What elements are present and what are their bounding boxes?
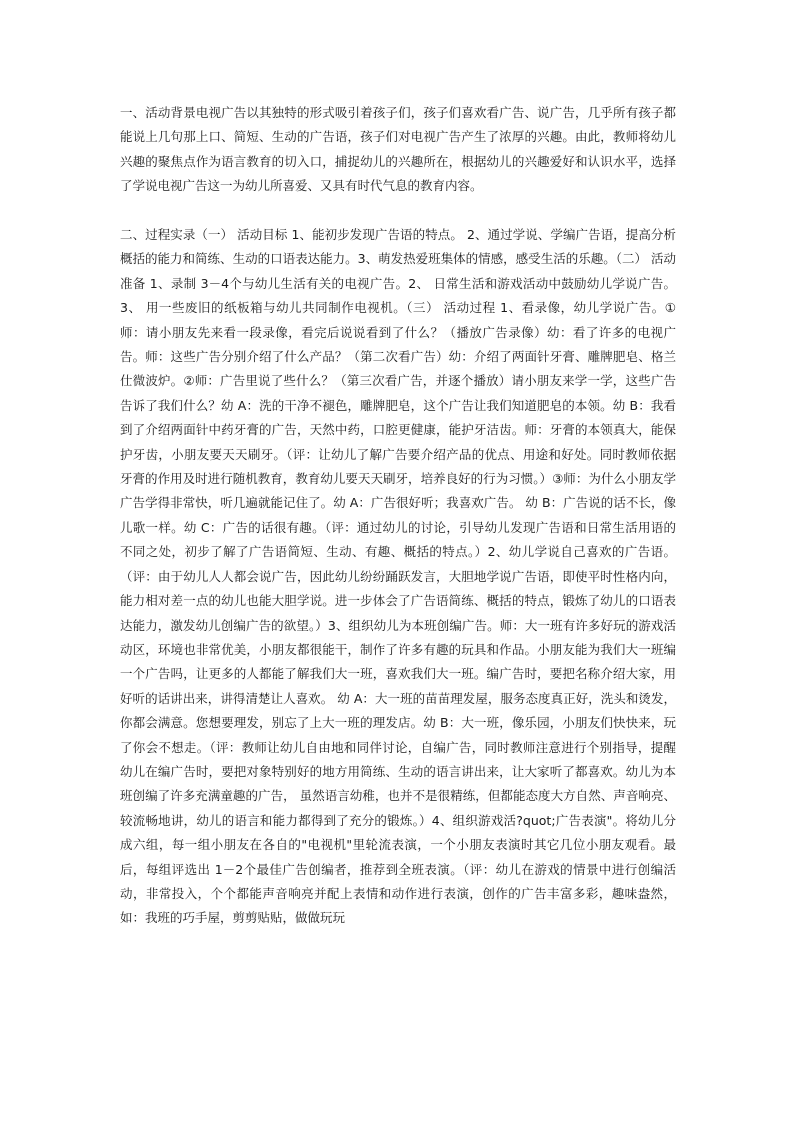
paragraph-gap bbox=[120, 199, 676, 223]
document-body bbox=[120, 101, 676, 931]
paragraph-process-record: 二、过程实录（一） 活动目标 1、能初步发现广告语的特点。 2、通过学说、学编广告语，提高分析概括的能力和简练、生动的口语表达能力。3、萌发热爱班集体的情感，感受生活的乐趣。（二） 活动准备 1、录制 3－4个与幼儿生活有关的电视广告。2、 日常生活和游戏活动中鼓励幼儿学说广告。3、 用一些废旧的纸板箱与幼儿共同制作电视机。（三） 活动过程 1、看录像，幼儿学说广告。①师：请小朋友先来看一段录像，看完后说说看到了什么？（播放广告录像）幼：看了许多的电视广告。师：这些广告分别介绍了什么产品？（第二次看广告）幼：介绍了两面针牙膏、雕牌肥皂、格兰仕微波炉。②师：广告里说了些什么？（第三次看广告，并逐个播放）请小朋友来学一学，这些广告告诉了我们什么？幼 A：洗的干净不褪色，雕牌肥皂，这个广告让我们知道肥皂的本领。幼 B：我看到了介绍两面针中药牙膏的广告，天然中药，口腔更健康，能护牙洁齿。师：牙膏的本领真大，能保护牙齿，小朋友要天天刷牙。（评：让幼儿了解广告要介绍产品的优点、用途和好处。同时教师依据牙膏的作用及时进行随机教育，教育幼儿要天天刷牙，培养良好的行为习惯。）③师：为什么小朋友学广告学得非常快，听几遍就能记住了。幼 A：广告很好听；我喜欢广告。 幼 B：广告说的话不长，像儿歌一样。幼 C：广告的话很有趣。（评：通过幼儿的讨论，引导幼儿发现广告语和日常生活用语的不同之处，初步了解了广告语简短、生动、有趣、概括的特点。）2、幼儿学说自己喜欢的广告语。（评：由于幼儿人人都会说广告，因此幼儿纷纷踊跃发言，大胆地学说广告语，即使平时性格内向，能力相对差一点的幼儿也能大胆学说。进一步体会了广告语简练、概括的特点，锻炼了幼儿的口语表达能力，激发幼儿创编广告的欲望。）3、组织幼儿为本班创编广告。师：大一班有许多好玩的游戏活动区，环境也非常优美，小朋友都很能干，制作了许多有趣的玩具和作品。小朋友能为我们大一班编一个广告吗，让更多的人都能了解我们大一班，喜欢我们大一班。编广告时，要把名称介绍大家，用好听的话讲出来，讲得清楚让人喜欢。 幼 A：大一班的苗苗理发屋，服务态度真正好，洗头和烫发，你都会满意。您想要理发，别忘了上大一班的理发店。幼 B：大一班，像乐园，小朋友们快快来，玩了你会不想走。（评：教师让幼儿自由地和同伴讨论，自编广告，同时教师注意进行个别指导，提醒幼儿在编广告时，要把对象特别好的地方用简练、生动的语言讲出来，让大家听了都喜欢。幼儿为本班创编了许多充满童趣的广告， 虽然语言幼稚，也并不是很精练，但都能态度大方自然、声音响亮、较流畅地讲，幼儿的语言和能力都得到了充分的锻炼。）4、组织游戏活?quot;广告表演"。将幼儿分成六组，每一组小朋友在各自的"电视机"里轮流表演，一个小朋友表演时其它几位小朋友观看。最后，每组评选出 1－2个最佳广告创编者，推荐到全班表演。（评：幼儿在游戏的情景中进行创编活动，非常投入，个个都能声音响亮并配上表情和动作进行表演，创作的广告丰富多彩，趣味盎然，如：我班的巧手屋，剪剪贴贴，做做玩玩 bbox=[120, 227, 676, 926]
paragraph-background: 一、活动背景电视广告以其独特的形式吸引着孩子们，孩子们喜欢看广告、说广告，几乎所有孩子都能说上几句那上口、简短、生动的广告语，孩子们对电视广告产生了浓厚的兴趣。由此，教师将幼儿兴趣的聚焦点作为语言教育的切入口，捕捉幼儿的兴趣所在，根据幼儿的兴趣爱好和认识水平，选择了学说电视广告这一为幼儿所喜爱、又具有时代气息的教育内容。 bbox=[120, 105, 676, 194]
